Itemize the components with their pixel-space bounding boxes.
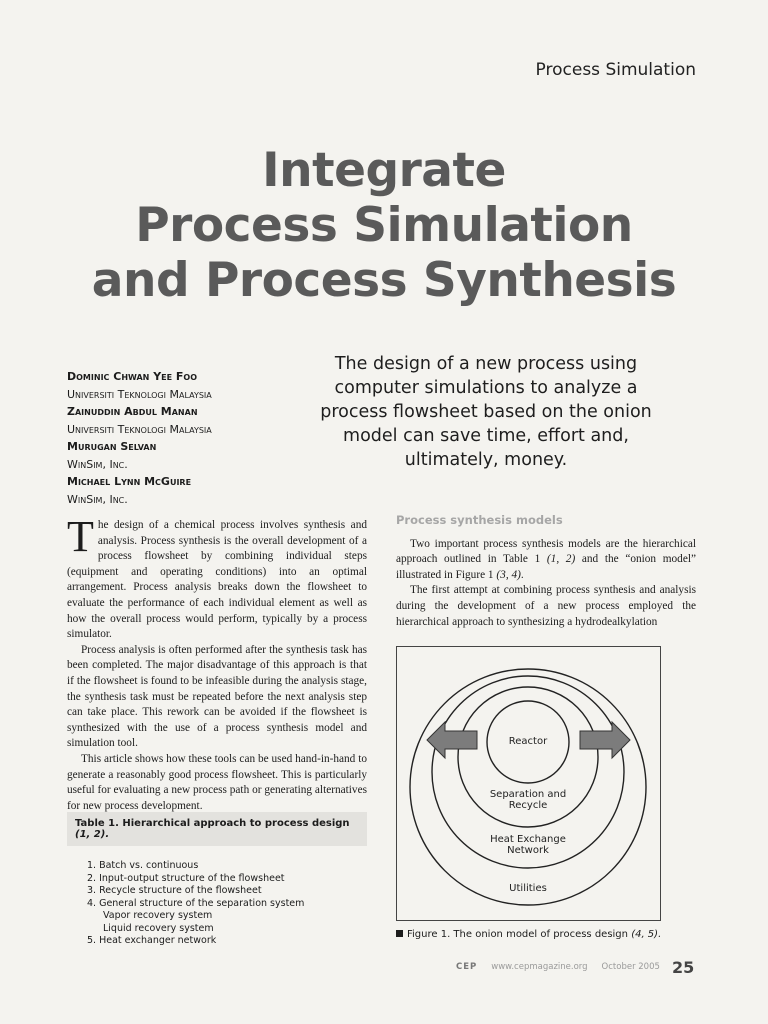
figure-1 <box>396 646 661 921</box>
section-heading: Process synthesis models <box>396 513 563 527</box>
table-item: 3. Recycle structure of the flowsheet <box>87 885 262 896</box>
table-item: 4. General structure of the separation system <box>87 897 305 909</box>
section-header: Process Simulation <box>535 60 696 80</box>
title-line-1: Integrate <box>262 143 506 198</box>
body-left-column <box>67 512 367 814</box>
author-name: Dominic Chwan Yee Foo <box>67 370 198 383</box>
body-paragraph: The design of a chemical process involves synthesis and analysis. Process synthesis is the overall development of a process flowsheet by combining individual steps (equipment and operating conditions) into an optimal arrangement. Process analysis breaks down the flowsheet to evaluate the performance of each individual element as well as how the overall process would perform, typically by a process simulator. <box>67 512 367 641</box>
table-item: 5. Heat exchanger network <box>87 935 217 946</box>
footer-date: October 2005 <box>601 962 660 972</box>
table-1 <box>67 812 367 948</box>
table-subitem: Vapor recovery system <box>103 910 213 921</box>
table-item: 1. Batch vs. continuous <box>87 860 199 871</box>
title-line-2: Process Simulation <box>135 198 633 253</box>
table-list <box>87 860 367 948</box>
caption-bullet-icon <box>396 930 403 937</box>
label-network: Network <box>507 845 549 856</box>
title-line-3: and Process Synthesis <box>91 253 677 308</box>
footer-url: www.cepmagazine.org <box>491 962 588 972</box>
author-list <box>67 368 212 508</box>
body-paragraph: The first attempt at combining process synthesis and analysis during the development of a new process employed the hierarchical approach to synthesizing a hydrodealkylation <box>396 584 696 628</box>
label-reactor: Reactor <box>508 736 548 747</box>
table-citation: (1, 2). <box>75 829 110 840</box>
author-affiliation: WinSim, Inc. <box>67 492 128 506</box>
label-separation: Separation and <box>489 789 567 800</box>
table-subitem: Liquid recovery system <box>103 922 214 934</box>
magazine-logo: CEP <box>456 962 478 972</box>
lead-paragraph: The design of a new process using computer simulations to analyze a process flowsheet based on the onion model can save time, effort and, ultimately, money. <box>320 354 652 470</box>
table-title: Table 1. Hierarchical approach to process design (1, 2). <box>67 812 367 846</box>
body-paragraph: This article shows how these tools can be used hand-in-hand to generate a reasonably good process flowsheet. This is particularly useful for evaluating a new process path or generating alternatives for new process development. <box>67 752 367 812</box>
author-affiliation: Universiti Teknologi Malaysia <box>67 422 212 436</box>
author-name: Zainuddin Abdul Manan <box>67 405 198 418</box>
label-recycle: Recycle <box>508 800 548 811</box>
author-affiliation: WinSim, Inc. <box>67 457 128 471</box>
body-paragraph: Process analysis is often performed after the synthesis task has been completed. The major disadvantage of this approach is that if the flowsheet is found to be infeasible during the analysis stage, the synthesis task must be repeated before the next analysis step can take place. This rework can be avoided if the flowsheet is synthesized with the use of a process synthesis model and simulation tool. <box>67 643 367 750</box>
author-affiliation: Universiti Teknologi Malaysia <box>67 387 212 401</box>
author-name: Murugan Selvan <box>67 440 157 453</box>
page-footer <box>456 962 660 972</box>
drop-cap: T <box>67 512 94 561</box>
figure-caption: Figure 1. The onion model of process design (4, 5). <box>396 929 661 940</box>
article-title <box>0 143 768 308</box>
label-utilities: Utilities <box>509 883 547 894</box>
author-name: Michael Lynn McGuire <box>67 475 192 488</box>
onion-model-diagram <box>397 647 660 920</box>
page-number: 25 <box>672 958 695 977</box>
table-item: 2. Input-output structure of the flowsheet <box>87 872 285 884</box>
utilities-ring <box>410 669 646 905</box>
body-right-column <box>396 513 696 630</box>
caption-citation: (4, 5). <box>631 929 662 940</box>
body-paragraph: Two important process synthesis models are the hierarchical approach outlined in Table 1 (1, 2) and the “onion model” illustrated in Figure 1 (3, 4). <box>396 537 696 581</box>
label-heat-exchange: Heat Exchange <box>490 834 566 845</box>
